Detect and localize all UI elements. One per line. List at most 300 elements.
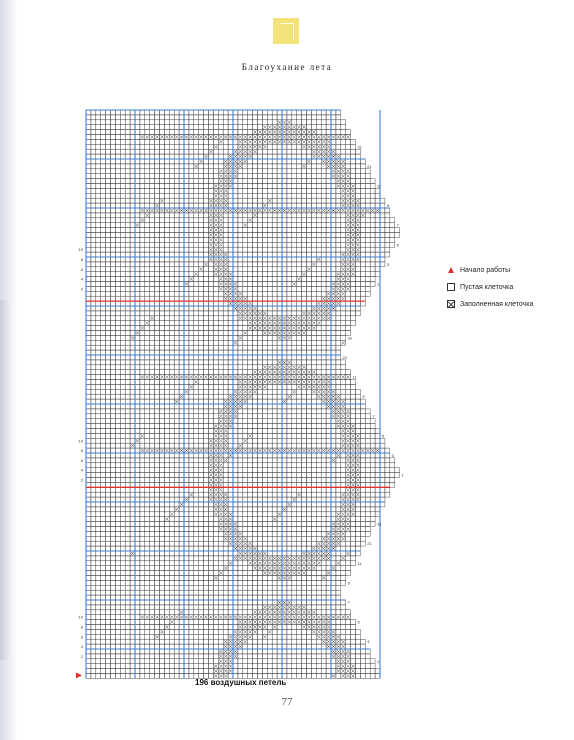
chart-cell (106, 286, 111, 291)
chart-cell (91, 242, 96, 247)
chart-cell (130, 218, 135, 223)
chart-cell (223, 223, 228, 228)
chart-cell (204, 360, 209, 365)
chart-cell (135, 282, 140, 287)
filled-cell-mark (224, 292, 227, 295)
chart-cell (135, 110, 140, 115)
chart-cell (223, 110, 228, 115)
chart-cell (199, 193, 204, 198)
filled-cell-mark (327, 317, 330, 320)
chart-cell (346, 394, 351, 399)
chart-cell (115, 296, 120, 301)
chart-cell (101, 110, 106, 115)
filled-cell-mark (312, 380, 315, 383)
chart-cell (140, 365, 145, 370)
chart-cell (194, 184, 199, 189)
chart-cell (111, 384, 116, 389)
filled-cell-mark (342, 444, 345, 447)
chart-cell (287, 223, 292, 228)
chart-cell (86, 360, 91, 365)
filled-cell-mark (209, 258, 212, 261)
filled-cell-mark (253, 390, 256, 393)
chart-cell (101, 237, 106, 242)
chart-cell (282, 453, 287, 458)
chart-cell (390, 458, 395, 463)
chart-cell (307, 213, 312, 218)
chart-cell (331, 429, 336, 434)
chart-cell (174, 286, 179, 291)
chart-cell (199, 291, 204, 296)
chart-cell (111, 360, 116, 365)
filled-cell-mark (224, 287, 227, 290)
chart-cell (302, 198, 307, 203)
chart-cell (145, 237, 150, 242)
filled-cell-mark (195, 380, 198, 383)
chart-cell (91, 169, 96, 174)
chart-cell (204, 233, 209, 238)
chart-cell (292, 159, 297, 164)
chart-cell (326, 424, 331, 429)
chart-cell (164, 433, 169, 438)
chart-cell (184, 360, 189, 365)
chart-cell (316, 164, 321, 169)
chart-cell (267, 282, 272, 287)
chart-cell (297, 433, 302, 438)
chart-cell (346, 321, 351, 326)
chart-cell (331, 453, 336, 458)
chart-cell (292, 458, 297, 463)
filled-cell-mark (342, 405, 345, 408)
chart-cell (155, 130, 160, 135)
filled-cell-mark (268, 135, 271, 138)
filled-cell-mark (283, 121, 286, 124)
chart-cell (101, 198, 106, 203)
filled-cell-mark (342, 199, 345, 202)
chart-cell (179, 340, 184, 345)
filled-cell-mark (283, 400, 286, 403)
chart-cell (145, 252, 150, 257)
chart-cell (145, 242, 150, 247)
chart-cell (213, 110, 218, 115)
chart-cell (96, 237, 101, 242)
chart-cell (365, 458, 370, 463)
filled-cell-mark (278, 317, 281, 320)
chart-cell (96, 345, 101, 350)
chart-cell (160, 404, 165, 409)
chart-cell (375, 262, 380, 267)
chart-cell (199, 311, 204, 316)
chart-cell (321, 247, 326, 252)
chart-cell (223, 247, 228, 252)
chart-cell (297, 154, 302, 159)
chart-cell (194, 247, 199, 252)
chart-cell (258, 286, 263, 291)
chart-cell (96, 394, 101, 399)
chart-cell (115, 429, 120, 434)
chart-cell (194, 193, 199, 198)
chart-cell (253, 203, 258, 208)
chart-cell (253, 223, 258, 228)
chart-cell (96, 286, 101, 291)
chart-cell (331, 272, 336, 277)
chart-cell (115, 218, 120, 223)
chart-cell (174, 277, 179, 282)
filled-cell-mark (239, 307, 242, 310)
chart-cell (140, 277, 145, 282)
chart-cell (326, 242, 331, 247)
chart-cell (120, 188, 125, 193)
filled-cell-mark (244, 449, 247, 452)
filled-cell-mark (327, 380, 330, 383)
chart-cell (311, 213, 316, 218)
chart-cell (233, 267, 238, 272)
chart-cell (243, 247, 248, 252)
chart-cell (86, 409, 91, 414)
chart-cell (209, 306, 214, 311)
chart-cell (282, 429, 287, 434)
chart-cell (287, 267, 292, 272)
chart-cell (115, 380, 120, 385)
chart-cell (287, 169, 292, 174)
chart-cell (155, 120, 160, 125)
filled-cell-mark (312, 390, 315, 393)
filled-cell-mark (268, 371, 271, 374)
chart-cell (199, 409, 204, 414)
chart-cell (189, 247, 194, 252)
chart-cell (150, 144, 155, 149)
chart-cell (164, 130, 169, 135)
chart-cell (125, 130, 130, 135)
chart-cell (272, 282, 277, 287)
chart-cell (106, 223, 111, 228)
chart-cell (258, 331, 263, 336)
filled-cell-mark (239, 292, 242, 295)
chart-cell (346, 370, 351, 375)
chart-cell (125, 154, 130, 159)
chart-cell (228, 429, 233, 434)
chart-cell (336, 257, 341, 262)
chart-cell (287, 311, 292, 316)
chart-cell (326, 237, 331, 242)
filled-cell-mark (244, 380, 247, 383)
filled-cell-mark (317, 380, 320, 383)
chart-cell (96, 360, 101, 365)
chart-cell (253, 267, 258, 272)
chart-cell (253, 277, 258, 282)
chart-cell (86, 296, 91, 301)
chart-cell (346, 306, 351, 311)
chart-cell (297, 120, 302, 125)
filled-cell-mark (356, 209, 359, 212)
chart-cell (111, 365, 116, 370)
chart-cell (189, 286, 194, 291)
chart-cell (189, 321, 194, 326)
chart-cell (351, 139, 356, 144)
chart-cell (302, 267, 307, 272)
chart-cell (174, 433, 179, 438)
chart-cell (277, 188, 282, 193)
chart-cell (111, 311, 116, 316)
chart-cell (101, 306, 106, 311)
chart-cell (253, 184, 258, 189)
chart-cell (272, 306, 277, 311)
chart-cell (228, 463, 233, 468)
filled-cell-mark (151, 317, 154, 320)
chart-cell (120, 404, 125, 409)
chart-cell (130, 184, 135, 189)
chart-cell (194, 458, 199, 463)
chart-cell (194, 463, 199, 468)
chart-cell (297, 394, 302, 399)
chart-cell (307, 282, 312, 287)
filled-cell-mark (337, 415, 340, 418)
filled-cell-mark (209, 444, 212, 447)
chart-cell (243, 242, 248, 247)
filled-cell-mark (200, 209, 203, 212)
filled-cell-mark (253, 317, 256, 320)
filled-cell-mark (351, 224, 354, 227)
chart-cell (160, 414, 165, 419)
chart-cell (253, 340, 258, 345)
chart-cell (125, 282, 130, 287)
chart-cell (160, 424, 165, 429)
chart-cell (194, 340, 199, 345)
filled-cell-mark (327, 297, 330, 300)
chart-cell (277, 301, 282, 306)
chart-cell (174, 296, 179, 301)
chart-cell (326, 223, 331, 228)
chart-cell (297, 443, 302, 448)
chart-cell (262, 110, 267, 115)
chart-cell (106, 458, 111, 463)
chart-cell (375, 247, 380, 252)
filled-cell-mark (347, 179, 350, 182)
chart-cell (258, 365, 263, 370)
chart-cell (184, 384, 189, 389)
chart-cell (218, 291, 223, 296)
filled-cell-mark (351, 189, 354, 192)
filled-cell-mark (332, 297, 335, 300)
chart-cell (336, 370, 341, 375)
filled-cell-mark (337, 184, 340, 187)
chart-cell (307, 389, 312, 394)
chart-cell (160, 340, 165, 345)
chart-cell (326, 213, 331, 218)
chart-cell (111, 282, 116, 287)
chart-cell (209, 365, 214, 370)
chart-cell (331, 213, 336, 218)
chart-cell (370, 242, 375, 247)
chart-cell (267, 159, 272, 164)
chart-cell (307, 409, 312, 414)
chart-cell (297, 115, 302, 120)
chart-cell (111, 203, 116, 208)
chart-cell (169, 286, 174, 291)
chart-cell (199, 125, 204, 130)
filled-cell-mark (263, 385, 266, 388)
chart-cell (228, 389, 233, 394)
chart-cell (164, 311, 169, 316)
chart-cell (174, 291, 179, 296)
chart-cell (253, 198, 258, 203)
chart-cell (238, 262, 243, 267)
chart-cell (120, 326, 125, 331)
chart-cell (120, 233, 125, 238)
chart-cell (194, 257, 199, 262)
chart-cell (150, 296, 155, 301)
chart-cell (228, 267, 233, 272)
filled-cell-mark (263, 449, 266, 452)
chart-cell (321, 282, 326, 287)
chart-cell (115, 164, 120, 169)
chart-cell (194, 188, 199, 193)
filled-cell-mark (283, 126, 286, 129)
filled-cell-mark (347, 204, 350, 207)
chart-cell (204, 184, 209, 189)
filled-cell-mark (219, 420, 222, 423)
chart-cell (169, 272, 174, 277)
chart-cell (86, 125, 91, 130)
chart-cell (302, 252, 307, 257)
chart-cell (277, 218, 282, 223)
filled-cell-mark (249, 326, 252, 329)
chart-cell (277, 228, 282, 233)
chart-cell (189, 252, 194, 257)
chart-cell (135, 213, 140, 218)
chart-cell (91, 208, 96, 213)
chart-cell (189, 267, 194, 272)
chart-cell (106, 233, 111, 238)
chart-cell (145, 424, 150, 429)
filled-cell-mark (337, 165, 340, 168)
filled-cell-mark (214, 219, 217, 222)
chart-cell (125, 331, 130, 336)
filled-cell-mark (219, 184, 222, 187)
chart-cell (189, 389, 194, 394)
filled-cell-mark (293, 140, 296, 143)
chart-cell (194, 424, 199, 429)
chart-cell (365, 188, 370, 193)
chart-cell (169, 419, 174, 424)
chart-cell (96, 404, 101, 409)
filled-cell-mark (219, 444, 222, 447)
chart-cell (204, 453, 209, 458)
chart-cell (96, 198, 101, 203)
filled-cell-mark (283, 375, 286, 378)
chart-cell (233, 247, 238, 252)
chart-cell (321, 355, 326, 360)
chart-cell (106, 164, 111, 169)
chart-cell (111, 340, 116, 345)
chart-cell (86, 306, 91, 311)
chart-cell (155, 267, 160, 272)
chart-cell (321, 115, 326, 120)
chart-cell (174, 409, 179, 414)
chart-cell (228, 438, 233, 443)
chart-cell (130, 110, 135, 115)
chart-cell (125, 169, 130, 174)
chart-cell (160, 380, 165, 385)
chart-cell (164, 360, 169, 365)
chart-cell (248, 242, 253, 247)
chart-cell (111, 125, 116, 130)
chart-cell (111, 429, 116, 434)
chart-cell (272, 272, 277, 277)
chart-cell (125, 262, 130, 267)
chart-cell (101, 316, 106, 321)
chart-cell (101, 267, 106, 272)
chart-cell (218, 370, 223, 375)
filled-cell-mark (160, 449, 163, 452)
chart-cell (258, 193, 263, 198)
chart-cell (341, 306, 346, 311)
chart-cell (120, 331, 125, 336)
filled-cell-mark (317, 390, 320, 393)
chart-cell (209, 409, 214, 414)
chart-cell (125, 458, 130, 463)
filled-cell-mark (249, 140, 252, 143)
filled-cell-mark (239, 135, 242, 138)
filled-cell-mark (219, 204, 222, 207)
filled-cell-mark (332, 400, 335, 403)
filled-cell-mark (239, 336, 242, 339)
chart-cell (287, 193, 292, 198)
chart-cell (145, 404, 150, 409)
chart-cell (218, 159, 223, 164)
chart-cell (370, 228, 375, 233)
chart-cell (86, 115, 91, 120)
chart-cell (321, 453, 326, 458)
chart-cell (360, 198, 365, 203)
chart-cell (209, 424, 214, 429)
chart-cell (243, 404, 248, 409)
chart-cell (115, 326, 120, 331)
filled-cell-mark (351, 439, 354, 442)
chart-cell (140, 247, 145, 252)
filled-cell-mark (229, 375, 232, 378)
chart-cell (96, 164, 101, 169)
chart-cell (297, 458, 302, 463)
chart-cell (130, 198, 135, 203)
filled-cell-mark (347, 449, 350, 452)
chart-cell (111, 463, 116, 468)
chart-cell (91, 272, 96, 277)
chart-cell (326, 360, 331, 365)
chart-cell (145, 203, 150, 208)
chart-cell (292, 424, 297, 429)
chart-cell (101, 355, 106, 360)
chart-cell (125, 306, 130, 311)
chart-cell (150, 399, 155, 404)
chart-cell (297, 188, 302, 193)
chart-cell (253, 154, 258, 159)
chart-cell (311, 110, 316, 115)
chart-cell (341, 326, 346, 331)
filled-cell-mark (312, 150, 315, 153)
filled-cell-mark (283, 361, 286, 364)
chart-cell (316, 262, 321, 267)
filled-cell-mark (273, 322, 276, 325)
chart-cell (184, 443, 189, 448)
filled-cell-mark (332, 459, 335, 462)
chart-cell (189, 223, 194, 228)
filled-cell-mark (347, 170, 350, 173)
filled-cell-mark (258, 380, 261, 383)
chart-cell (311, 453, 316, 458)
chart-cell (184, 164, 189, 169)
filled-cell-mark (273, 126, 276, 129)
chart-cell (169, 429, 174, 434)
